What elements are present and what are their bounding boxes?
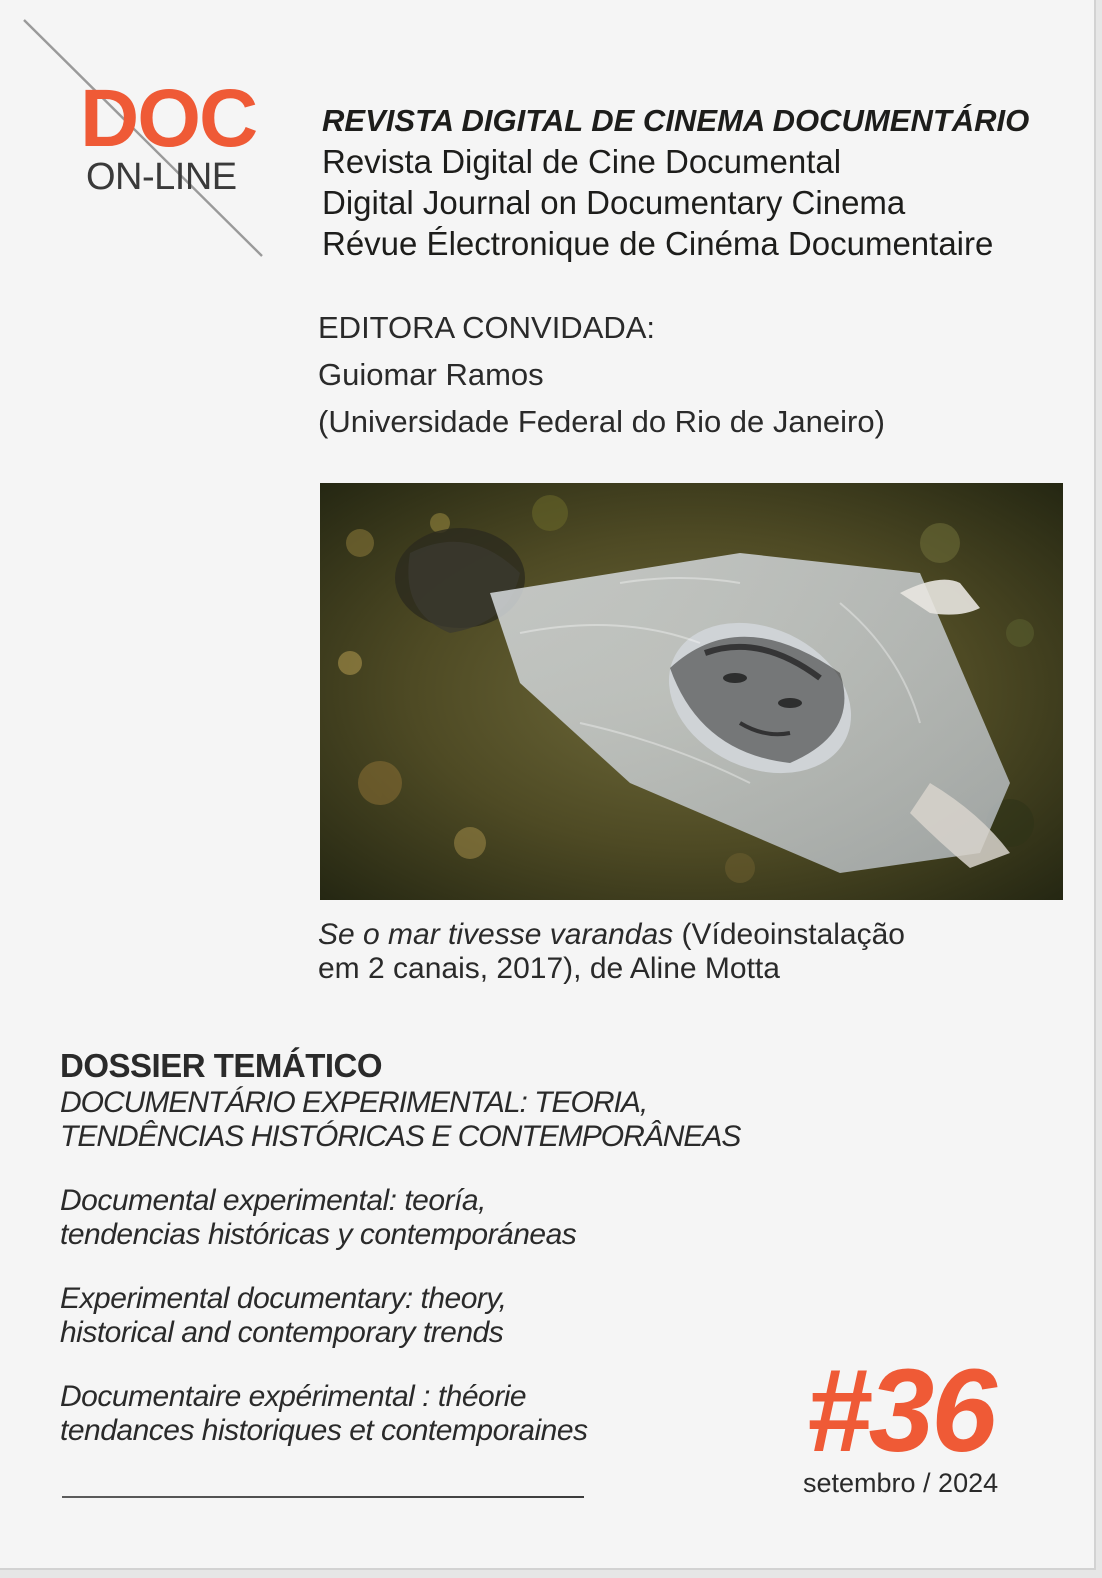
masthead-title-pt: REVISTA DIGITAL DE CINEMA DOCUMENTÁRIO (322, 103, 1030, 138)
issue-date: setembro / 2024 (803, 1468, 999, 1498)
doc-online-logo (20, 18, 270, 263)
guest-editor-affiliation: (Universidade Federal do Rio de Janeiro) (318, 404, 885, 439)
guest-editor-block (318, 304, 885, 445)
dossier-title-en-line-1: Experimental documentary: theory, (60, 1282, 507, 1315)
masthead (322, 100, 1029, 264)
masthead-title-en: Digital Journal on Documentary Cinema (322, 184, 906, 221)
dossier-title-fr-line-1: Documentaire expérimental : théorie (60, 1380, 527, 1413)
masthead-title-fr: Révue Électronique de Cinéma Documentaire (322, 225, 994, 262)
logo-doc-text: DOC (80, 73, 257, 164)
dossier-label: DOSSIER TEMÁTICO (60, 1047, 383, 1084)
underwater-figure-photo-icon (320, 483, 1063, 900)
guest-editor-name: Guiomar Ramos (318, 357, 544, 392)
caption-work-details: (Vídeoinstalação (673, 918, 905, 951)
dossier-title-es-line-2: tendencias históricas y contemporáneas (60, 1218, 577, 1251)
dossier-title-pt-line-2: TENDÊNCIAS HISTÓRICAS E CONTEMPORÂNEAS (60, 1120, 741, 1153)
dossier-title-es-line-1: Documental experimental: teoría, (60, 1184, 486, 1217)
bottom-divider (62, 1496, 584, 1498)
masthead-title-es: Revista Digital de Cine Documental (322, 143, 842, 180)
dossier-title-pt-line-1: DOCUMENTÁRIO EXPERIMENTAL: TEORIA, (60, 1086, 648, 1119)
guest-editor-label: EDITORA CONVIDADA: (318, 310, 656, 345)
photo-caption (318, 918, 905, 986)
logo-online-text: ON-LINE (86, 156, 237, 198)
dossier-title-en-line-2: historical and contemporary trends (60, 1316, 504, 1349)
caption-work-title: Se o mar tivesse varandas (318, 918, 674, 951)
issue-number: #36 (806, 1345, 994, 1477)
dossier-title-fr-line-2: tendances historiques et contemporaines (60, 1414, 588, 1447)
cover-photo (320, 483, 1063, 900)
caption-line-2: em 2 canais, 2017), de Aline Motta (318, 952, 780, 985)
thematic-dossier (60, 1046, 740, 1448)
caption-line-1 (318, 918, 905, 952)
